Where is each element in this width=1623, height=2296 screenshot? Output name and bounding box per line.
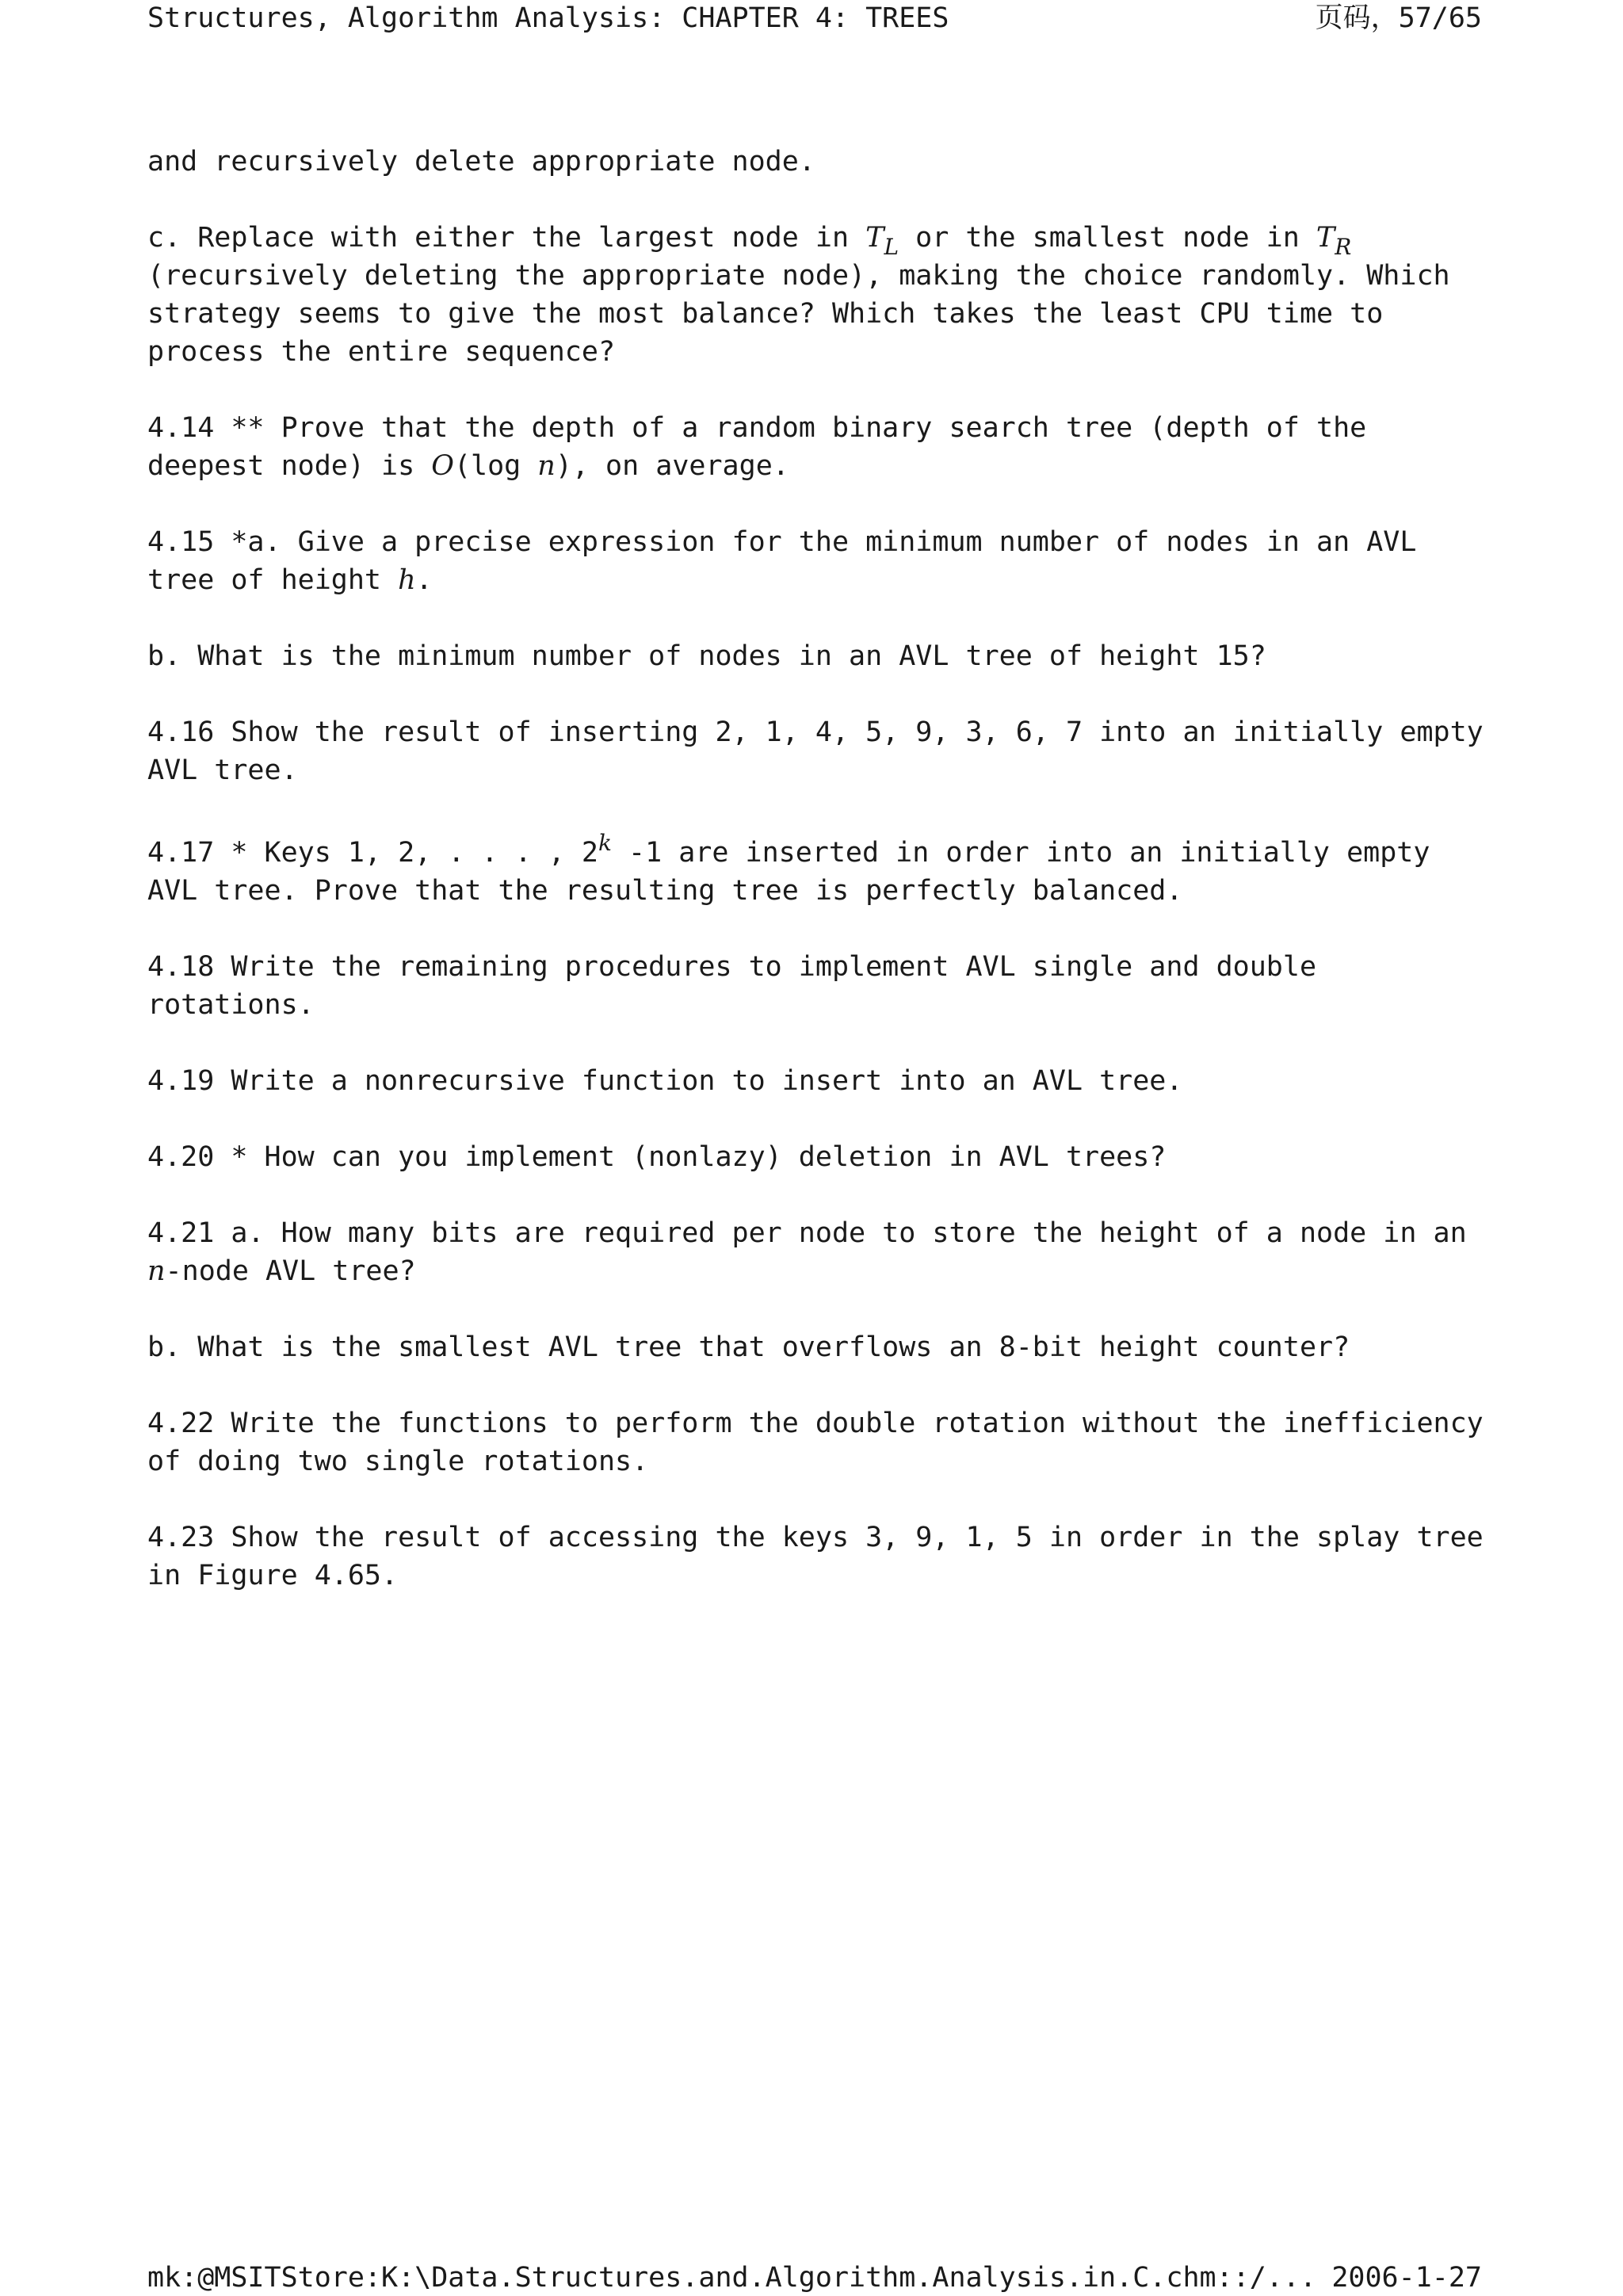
math-subscript-L: L: [884, 234, 899, 260]
text: -node AVL tree?: [165, 1255, 416, 1287]
exercise-4-15b: b. What is the minimum number of nodes in an AVL tree of height 15?: [147, 640, 1266, 672]
math-superscript-k: k: [598, 830, 612, 856]
text: 4.17 * Keys 1, 2, . . . , 2: [147, 837, 598, 869]
exercise-4-21a: [147, 1214, 1495, 1290]
exercise-4-16: 4.16 Show the result of inserting 2, 1, 4, 5, 9, 3, 6, 7 into an initially empty AVL tree.: [147, 716, 1500, 786]
exercise-4-21b: b. What is the smallest AVL tree that overflows an 8-bit height counter?: [147, 1331, 1350, 1363]
exercise-4-23: 4.23 Show the result of accessing the keys 3, 9, 1, 5 in order in the splay tree in Figure 4.65.: [147, 1522, 1500, 1591]
header-title: Structures, Algorithm Analysis: CHAPTER 4: TREES: [147, 2, 949, 34]
math-h: h: [398, 564, 416, 596]
exercise-4-13c: [147, 219, 1495, 371]
header-page-number: 页码，57/65: [1315, 2, 1482, 34]
text: 4.21 a. How many bits are required per node to store the height of a node in an: [147, 1217, 1484, 1249]
text: .: [415, 564, 433, 596]
text: (recursively deleting the appropriate node), making the choice randomly. Which strategy seems to give the most balance? Which takes the least CPU time to process the entire sequence?: [147, 260, 1467, 368]
footer-date: 2006-1-27: [1331, 2262, 1482, 2294]
text: 4.15 *a. Give a precise expression for the minimum number of nodes in an AVL tree of height: [147, 526, 1434, 596]
text: 4.14 ** Prove that the depth of a random binary search tree (depth of the deepest node) is: [147, 412, 1384, 482]
exercise-4-18: 4.18 Write the remaining procedures to implement AVL single and double rotations.: [147, 951, 1334, 1021]
math-T: T: [865, 222, 884, 254]
exercise-4-15a: [147, 523, 1495, 599]
math-n: n: [147, 1255, 166, 1287]
exercise-4-14: [147, 409, 1495, 485]
paragraph-continuation: and recursively delete appropriate node.: [147, 146, 815, 178]
exercise-4-17: [147, 830, 1495, 910]
text: or the smallest node in: [899, 222, 1316, 254]
exercise-4-20: 4.20 * How can you implement (nonlazy) deletion in AVL trees?: [147, 1141, 1167, 1173]
text: -1 are inserted in order into an initially empty AVL tree. Prove that the resulting tree is perfectly balanced.: [147, 837, 1447, 907]
math-O: O: [431, 450, 454, 482]
page-header: [147, 0, 1482, 40]
math-n: n: [537, 450, 556, 482]
text: c. Replace with either the largest node in: [147, 222, 866, 254]
page-footer: [147, 2260, 1482, 2295]
exercise-4-19: 4.19 Write a nonrecursive function to insert into an AVL tree.: [147, 1065, 1183, 1097]
math-T: T: [1316, 222, 1335, 254]
text: (log: [453, 450, 538, 482]
math-subscript-R: R: [1335, 234, 1352, 260]
exercise-4-22: 4.22 Write the functions to perform the double rotation without the inefficiency of doing two single rotations.: [147, 1408, 1500, 1477]
footer-source-path: mk:@MSITStore:K:\Data.Structures.and.Algorithm.Analysis.in.C.chm::/...: [147, 2262, 1317, 2294]
document-body: [147, 143, 1500, 1633]
text: ), on average.: [555, 450, 789, 482]
